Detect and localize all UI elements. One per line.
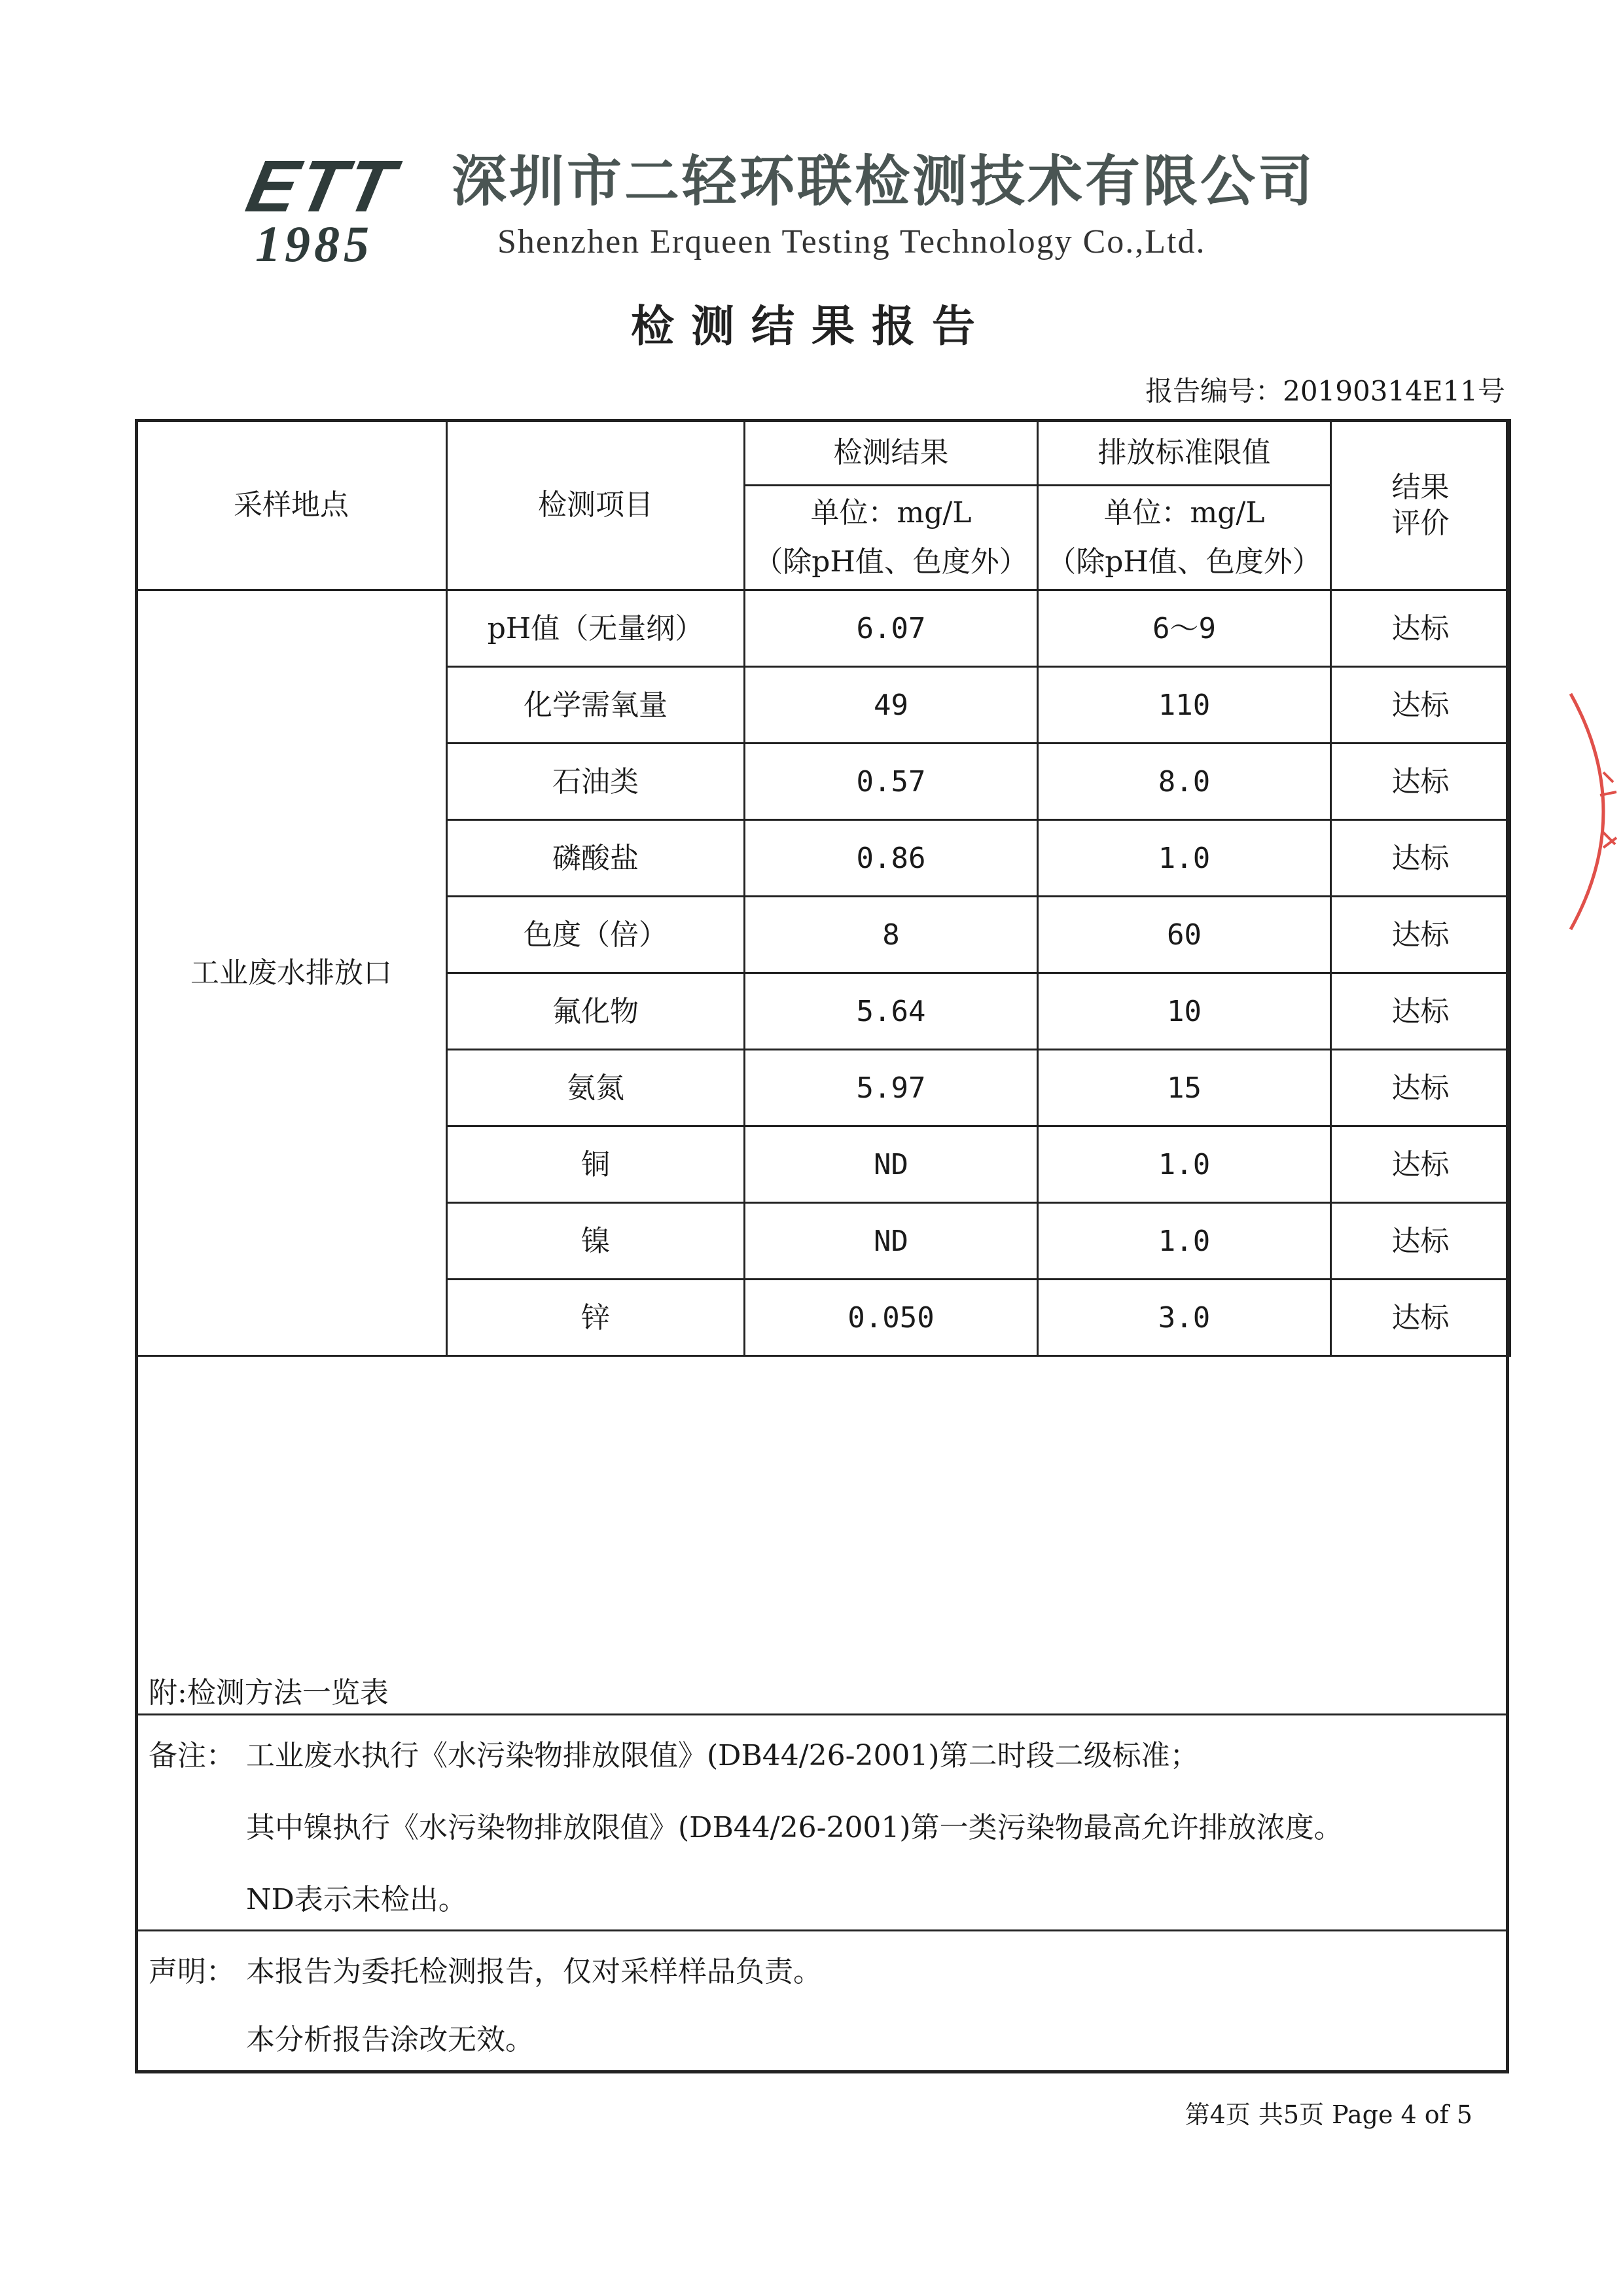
statement-line: 本分析报告涂改无效。: [246, 2023, 534, 2056]
test-item: pH值（无量纲）: [447, 590, 745, 667]
remarks-line: ND表示未检出。: [246, 1883, 467, 1916]
limit-value: 6～9: [1038, 590, 1331, 667]
sampling-location: 工业废水排放口: [136, 590, 447, 1356]
limit-value: 10: [1038, 973, 1331, 1050]
attachment-note: 附:检测方法一览表: [149, 1676, 389, 1710]
header-result: 检测结果: [745, 420, 1038, 486]
header-limit: 排放标准限值: [1038, 420, 1331, 486]
divider: [138, 1713, 1506, 1715]
header-result-unit: [745, 486, 1038, 590]
evaluation: 达标: [1331, 1126, 1510, 1203]
unit-label: 单位：mg/L: [810, 495, 972, 529]
limit-value: 1.0: [1038, 1126, 1331, 1203]
unit-note: （除pH值、色度外）: [754, 545, 1028, 579]
test-result: 49: [745, 667, 1038, 744]
report-number: 报告编号：20190314E11号: [1145, 375, 1505, 407]
remarks-line: 其中镍执行《水污染物排放限值》(DB44/26-2001)第一类污染物最高允许排放浓度。: [246, 1811, 1343, 1844]
evaluation: 达标: [1331, 1203, 1510, 1280]
evaluation: 达标: [1331, 897, 1510, 973]
evaluation: 达标: [1331, 590, 1510, 667]
evaluation: 达标: [1331, 1050, 1510, 1126]
test-item: 氟化物: [447, 973, 745, 1050]
test-result: 8: [745, 897, 1038, 973]
header-location: 采样地点: [136, 420, 447, 590]
company-name-en: Shenzhen Erqueen Testing Technology Co.,Ltd.: [497, 223, 1206, 260]
test-item: 锌: [447, 1280, 745, 1356]
evaluation: 达标: [1331, 1280, 1510, 1356]
evaluation: 达标: [1331, 667, 1510, 744]
table-row: [136, 590, 1510, 667]
test-item: 石油类: [447, 744, 745, 820]
unit-label: 单位：mg/L: [1103, 495, 1265, 529]
remarks-label: 备注：: [149, 1739, 235, 1772]
test-result: 0.86: [745, 820, 1038, 897]
limit-value: 1.0: [1038, 820, 1331, 897]
test-result: ND: [745, 1126, 1038, 1203]
test-item: 氨氮: [447, 1050, 745, 1126]
header-limit-unit: [1038, 486, 1331, 590]
evaluation: 达标: [1331, 820, 1510, 897]
letterhead: [242, 131, 1394, 275]
results-table: [135, 419, 1511, 1357]
remarks-line: 工业废水执行《水污染物排放限值》(DB44/26-2001)第二时段二级标准；: [246, 1739, 1199, 1772]
header-evaluation-line1: 结果: [1391, 470, 1450, 504]
unit-note: （除pH值、色度外）: [1047, 545, 1321, 579]
test-item: 色度（倍）: [447, 897, 745, 973]
test-item: 镍: [447, 1203, 745, 1280]
test-result: ND: [745, 1203, 1038, 1280]
test-result: 0.57: [745, 744, 1038, 820]
evaluation: 达标: [1331, 744, 1510, 820]
header-item: 检测项目: [447, 420, 745, 590]
logo-text: ETT: [240, 145, 404, 227]
statement-line: 本报告为委托检测报告，仅对采样样品负责。: [246, 1955, 822, 1988]
page-number: 第4页 共5页 Page 4 of 5: [1185, 2100, 1472, 2129]
test-result: 6.07: [745, 590, 1038, 667]
evaluation: 达标: [1331, 973, 1510, 1050]
limit-value: 110: [1038, 667, 1331, 744]
limit-value: 3.0: [1038, 1280, 1331, 1356]
test-item: 磷酸盐: [447, 820, 745, 897]
test-item: 铜: [447, 1126, 745, 1203]
official-seal-icon: [1564, 681, 1623, 942]
limit-value: 1.0: [1038, 1203, 1331, 1280]
test-result: 5.97: [745, 1050, 1038, 1126]
header-evaluation-line2: 评价: [1391, 506, 1450, 540]
header-evaluation: [1331, 420, 1510, 590]
limit-value: 8.0: [1038, 744, 1331, 820]
divider: [138, 1929, 1506, 1931]
test-result: 0.050: [745, 1280, 1038, 1356]
company-name-cn: 深圳市二轻环联检测技术有限公司: [452, 149, 1316, 213]
limit-value: 60: [1038, 897, 1331, 973]
logo-year: 1985: [255, 215, 373, 272]
test-item: 化学需氧量: [447, 667, 745, 744]
limit-value: 15: [1038, 1050, 1331, 1126]
report-title: 检测结果报告: [631, 300, 992, 351]
statement-label: 声明：: [149, 1955, 235, 1988]
company-logo: [242, 144, 438, 275]
test-result: 5.64: [745, 973, 1038, 1050]
